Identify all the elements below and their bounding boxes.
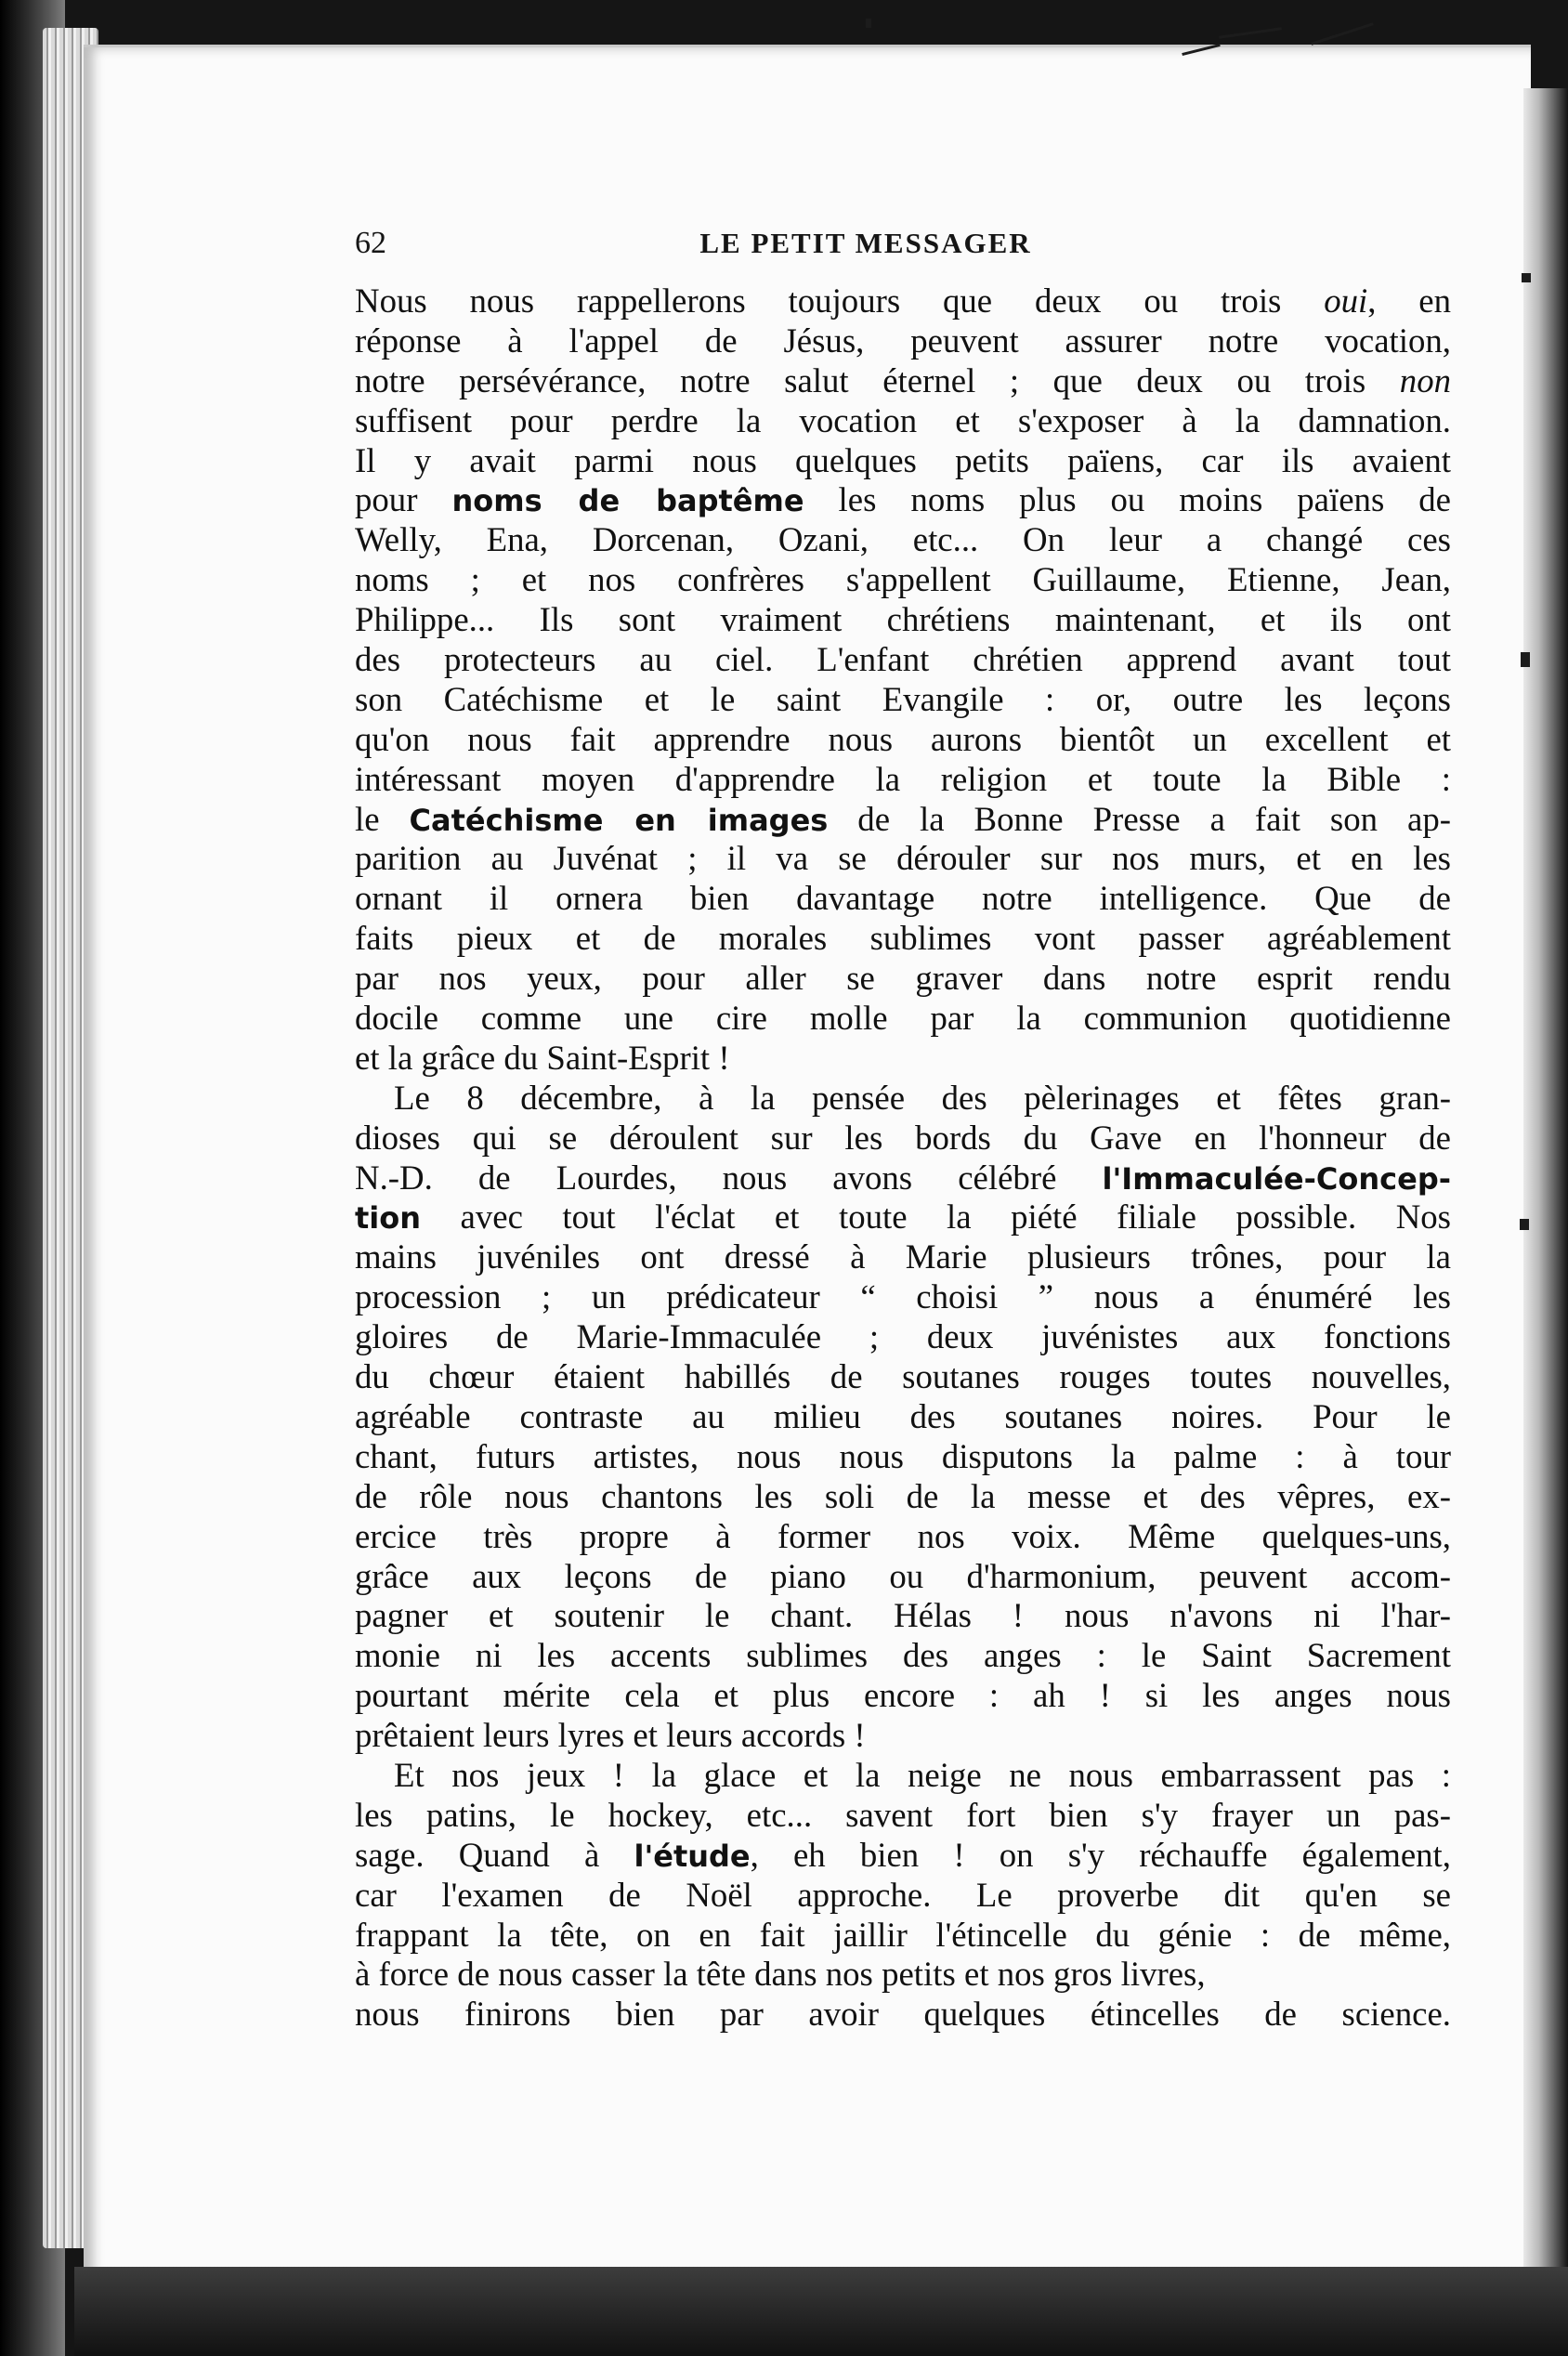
line-segment: procession ; un prédicateur “ choisi ” nous a énuméré les bbox=[355, 1277, 1451, 1316]
line-segment: à force de nous casser la tête dans nos petits et nos gros livres, bbox=[355, 1955, 1206, 1994]
line-segment: Philippe... Ils sont vraiment chrétiens maintenant, et ils ont bbox=[355, 600, 1451, 639]
text-line bbox=[355, 1955, 1451, 1995]
text-line bbox=[355, 361, 1451, 401]
margin-tick bbox=[1520, 1219, 1529, 1230]
line-segment: N.-D. de Lourdes, nous avons célébré bbox=[355, 1158, 1103, 1197]
line-segment: intéressant moyen d'apprendre la religion et toute la Bible : bbox=[355, 759, 1451, 798]
text-line bbox=[355, 720, 1451, 760]
text-line bbox=[355, 1596, 1451, 1636]
text-line bbox=[355, 1237, 1451, 1277]
line-segment: monie ni les accents sublimes des anges : le Saint Sacrement bbox=[355, 1636, 1451, 1675]
text-line bbox=[355, 1079, 1451, 1119]
right-scan-shadow bbox=[1523, 88, 1568, 2356]
line-segment: réponse à l'appel de Jésus, peuvent assurer notre vocation, bbox=[355, 321, 1451, 360]
line-segment: les patins, le hockey, etc... savent fort bien s'y frayer un pas- bbox=[355, 1795, 1451, 1834]
text-line bbox=[355, 800, 1451, 840]
line-segment: faits pieux et de morales sublimes vont passer agréablement bbox=[355, 919, 1451, 958]
body-text bbox=[355, 281, 1451, 2035]
text-line bbox=[355, 401, 1451, 441]
line-segment: le bbox=[355, 799, 410, 838]
text-line bbox=[355, 1876, 1451, 1916]
text-line bbox=[355, 1277, 1451, 1317]
line-segment: chant, futurs artistes, nous nous disputons la palme : à tour bbox=[355, 1436, 1451, 1475]
text-line bbox=[355, 520, 1451, 560]
scan-scratch bbox=[1219, 27, 1282, 38]
line-segment: car l'examen de Noël approche. Le proverbe dit qu'en se bbox=[355, 1875, 1451, 1914]
line-segment: de la Bonne Presse a fait son ap- bbox=[828, 799, 1451, 838]
line-segment: docile comme une cire molle par la communion quotidienne bbox=[355, 999, 1451, 1038]
scan-speck bbox=[866, 19, 871, 28]
text-line bbox=[355, 1317, 1451, 1357]
line-segment: Il y avait parmi nous quelques petits païens, car ils avaient bbox=[355, 440, 1451, 479]
line-segment: par nos yeux, pour aller se graver dans notre esprit rendu bbox=[355, 959, 1451, 998]
line-segment: suffisent pour perdre la vocation et s'exposer à la damnation. bbox=[355, 400, 1451, 439]
text-line bbox=[355, 1397, 1451, 1437]
line-segment: Le 8 décembre, à la pensée des pèlerinages et fêtes gran- bbox=[394, 1078, 1451, 1117]
emphasized-text: oui bbox=[1324, 281, 1368, 320]
line-segment: des protecteurs au ciel. L'enfant chrétien apprend avant tout bbox=[355, 640, 1451, 679]
line-segment: agréable contraste au milieu des soutanes noires. Pour le bbox=[355, 1396, 1451, 1435]
text-line bbox=[355, 999, 1451, 1039]
text-line bbox=[355, 1995, 1451, 2035]
text-line bbox=[355, 1198, 1451, 1237]
emphasized-text: Catéchisme en images bbox=[409, 802, 829, 838]
text-line bbox=[355, 1517, 1451, 1557]
text-line bbox=[355, 1916, 1451, 1956]
text-line bbox=[355, 1357, 1451, 1397]
emphasized-text: tion bbox=[355, 1200, 422, 1237]
line-segment: frappant la tête, on en fait jaillir l'étincelle du génie : de même, bbox=[355, 1915, 1451, 1954]
emphasized-text: l'étude bbox=[634, 1838, 751, 1874]
text-line bbox=[355, 1039, 1451, 1079]
margin-tick bbox=[1522, 273, 1531, 282]
text-line bbox=[355, 1836, 1451, 1876]
text-line bbox=[355, 879, 1451, 919]
text-line bbox=[355, 760, 1451, 800]
line-segment: grâce aux leçons de piano ou d'harmonium, peuvent accom- bbox=[355, 1556, 1451, 1595]
line-segment: Welly, Ena, Dorcenan, Ozani, etc... On leur a changé ces bbox=[355, 520, 1451, 559]
line-segment: pourtant mérite cela et plus encore : ah ! si les anges nous bbox=[355, 1676, 1451, 1715]
text-line bbox=[355, 1477, 1451, 1517]
line-segment: et la grâce du Saint-Esprit ! bbox=[355, 1038, 730, 1077]
text-line bbox=[355, 560, 1451, 600]
line-segment: nous finirons bien par avoir quelques étincelles de science. bbox=[355, 1995, 1451, 2034]
line-segment: sage. Quand à bbox=[355, 1835, 634, 1874]
line-segment: Et nos jeux ! la glace et la neige ne nous embarrassent pas : bbox=[394, 1755, 1451, 1794]
line-segment: son Catéchisme et le saint Evangile : or, outre les leçons bbox=[355, 679, 1451, 718]
text-line bbox=[355, 1796, 1451, 1836]
line-segment: avec tout l'éclat et toute la piété filiale possible. Nos bbox=[421, 1198, 1451, 1237]
text-line bbox=[355, 1437, 1451, 1477]
emphasized-text: l'Immaculée-Concep- bbox=[1102, 1160, 1451, 1197]
line-segment: notre persévérance, notre salut éternel ; que deux ou trois bbox=[355, 360, 1400, 399]
text-line bbox=[355, 1636, 1451, 1676]
line-segment: ornant il ornera bien davantage notre intelligence. Que de bbox=[355, 879, 1451, 918]
line-segment: mains juvéniles ont dressé à Marie plusieurs trônes, pour la bbox=[355, 1237, 1451, 1276]
line-segment: ercice très propre à former nos voix. Même quelques-uns, bbox=[355, 1516, 1451, 1555]
text-line bbox=[355, 680, 1451, 720]
bottom-scan-shadow bbox=[74, 2267, 1568, 2356]
line-segment: Nous nous rappellerons toujours que deux ou trois bbox=[355, 281, 1325, 320]
text-line bbox=[355, 1158, 1451, 1198]
line-segment: les noms plus ou moins païens de bbox=[804, 480, 1452, 519]
text-line bbox=[355, 321, 1451, 361]
text-line bbox=[355, 281, 1451, 321]
text-line bbox=[355, 1557, 1451, 1597]
emphasized-text: noms de baptême bbox=[451, 483, 804, 519]
text-line bbox=[355, 600, 1451, 640]
text-line bbox=[355, 441, 1451, 481]
line-segment: du chœur étaient habillés de soutanes rouges toutes nouvelles, bbox=[355, 1357, 1451, 1396]
text-line bbox=[355, 640, 1451, 680]
line-segment: qu'on nous fait apprendre nous aurons bientôt un excellent et bbox=[355, 719, 1451, 758]
line-segment: pour bbox=[355, 480, 452, 519]
text-line bbox=[355, 1716, 1451, 1756]
line-segment: dioses qui se déroulent sur les bords du Gave en l'honneur de bbox=[355, 1118, 1451, 1157]
line-segment: pagner et soutenir le chant. Hélas ! nous n'avons ni l'har- bbox=[355, 1596, 1451, 1635]
line-segment: gloires de Marie-Immaculée ; deux juvénistes aux fonctions bbox=[355, 1317, 1451, 1356]
text-line bbox=[355, 480, 1451, 520]
emphasized-text: non bbox=[1399, 360, 1451, 399]
line-segment: , eh bien ! on s'y réchauffe également, bbox=[750, 1835, 1451, 1874]
scan-scratch bbox=[1311, 22, 1374, 45]
text-line bbox=[355, 919, 1451, 959]
line-segment: parition au Juvénat ; il va se dérouler sur nos murs, et en les bbox=[355, 839, 1451, 878]
line-segment: , en bbox=[1367, 281, 1451, 320]
line-segment: de rôle nous chantons les soli de la messe et des vêpres, ex- bbox=[355, 1476, 1451, 1515]
text-line bbox=[355, 839, 1451, 879]
line-segment: noms ; et nos confrères s'appellent Guillaume, Etienne, Jean, bbox=[355, 560, 1451, 599]
text-line bbox=[355, 959, 1451, 999]
text-line bbox=[355, 1756, 1451, 1796]
running-title: LE PETIT MESSAGER bbox=[699, 227, 1032, 259]
margin-tick bbox=[1521, 652, 1530, 667]
text-line bbox=[355, 1119, 1451, 1158]
page-header bbox=[355, 223, 1451, 264]
text-line bbox=[355, 1676, 1451, 1716]
page-number: 62 bbox=[355, 226, 386, 260]
line-segment: prêtaient leurs lyres et leurs accords ! bbox=[355, 1716, 866, 1755]
